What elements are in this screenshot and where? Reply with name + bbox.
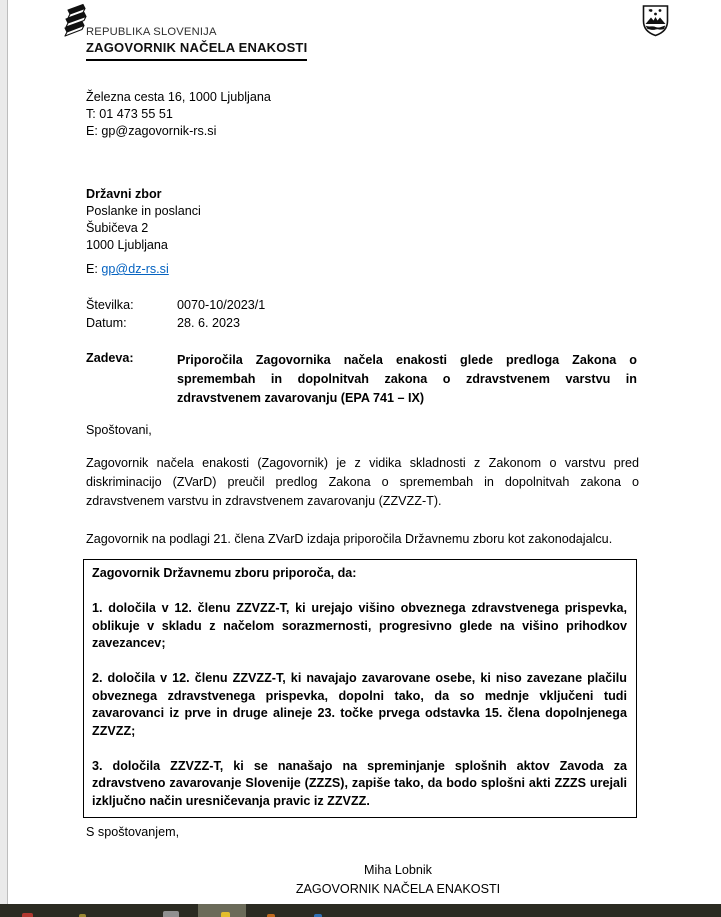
recommendation-item-3: 3. določila ZZVZZ-T, ki se nanašajo na spreminjanje splošnih aktov Zavoda za zdravstveno zavarovanje Slovenije (ZZZS), zapiše tako, da bodo splošni akti ZZZS urejali izključno način uresničevanja pravic iz ZZVZZ. [92,758,627,808]
recommendation-item-2: 2. določila v 12. členu ZZVZZ-T, ki navajajo zavarovane osebe, ki niso zavezane plačilu obveznega zdravstvenega prispevka, dopolni tako, da so mednje vključeni tudi zavarovanci iz prve in druge alineje 23. točke prvega odstavka 15. člena dopolnjenega ZZVZZ; [92,671,627,738]
institution-name: ZAGOVORNIK NAČELA ENAKOSTI [86,41,307,61]
document-number-label: Številka: [86,298,134,312]
recipient-line2: Poslanke in poslanci [86,204,201,218]
recommendation-item-1: 1. določila v 12. členu ZZVZZ-T, ki urejajo višino obveznega zdravstvenega prispevka, oblikuje v skladu z načelom sorazmernosti, progresivno glede na višino prihodkov zavezancev; [92,601,627,650]
subject-label: Zadeva: [86,351,134,365]
windows-taskbar[interactable] [0,904,721,917]
sender-email: E: gp@zagovornik-rs.si [86,124,217,138]
subject-row [86,351,637,408]
taskbar-yellow-bright-app-icon[interactable] [221,912,230,917]
sender-address: Železna cesta 16, 1000 Ljubljana [86,90,271,104]
farewell: S spoštovanjem, [86,825,180,839]
document-date-label: Datum: [86,316,127,330]
letterhead [86,25,307,61]
document-number-value: 0070-10/2023/1 [177,298,266,312]
recipient-email-line [86,262,169,276]
recipient-name: Državni zbor [86,187,162,201]
recommendation-box [83,559,637,818]
recipient-line4: 1000 Ljubljana [86,238,168,252]
subject-text: Priporočila Zagovornika načela enakosti glede predloga Zakona o spremembah in dopolnitvah zakona o zdravstvenem varstvu in zdravstvenem zavarovanju (EPA 741 – IX) [177,353,637,405]
body-paragraph-1: Zagovornik načela enakosti (Zagovornik) je z vidika skladnosti z Zakonom o varstvu pred diskriminacijo (ZVarD) preučil predlog Zakona o spremembah in dopolnitvah zakona o zdravstvenem varstvu in zdravstvenem zavarovanju (ZZVZZ-T). [86,456,639,508]
recipient-line3: Šubičeva 2 [86,221,149,235]
sender-contact-block [86,89,271,140]
recipient-email-label: E: [86,262,102,276]
body-paragraph-2: Zagovornik na podlagi 21. člena ZVarD izdaja priporočila Državnemu zboru kot zakonodajalcu. [86,532,613,546]
recipient-block [86,186,201,254]
taskbar-red-app-icon[interactable] [22,913,33,917]
left-scrollbar-track[interactable] [0,0,8,904]
sender-phone: T: 01 473 55 51 [86,107,173,121]
salutation: Spoštovani, [86,423,152,437]
slovenia-coat-of-arms-icon [641,4,670,37]
signer-name: Miha Lobnik [364,863,432,877]
document-date-row [86,314,265,332]
document-meta [86,296,265,332]
taskbar-gray-window-app-icon[interactable] [163,911,179,917]
document-number-row [86,296,265,314]
document-date-value: 28. 6. 2023 [177,316,241,330]
recipient-email-link[interactable]: gp@dz-rs.si [101,262,169,276]
institution-country: REPUBLIKA SLOVENIJA [86,26,217,38]
recommendation-intro: Zagovornik Državnemu zboru priporoča, da: [92,566,357,580]
signer-title: ZAGOVORNIK NAČELA ENAKOSTI [295,882,501,896]
signature-block [218,861,578,899]
